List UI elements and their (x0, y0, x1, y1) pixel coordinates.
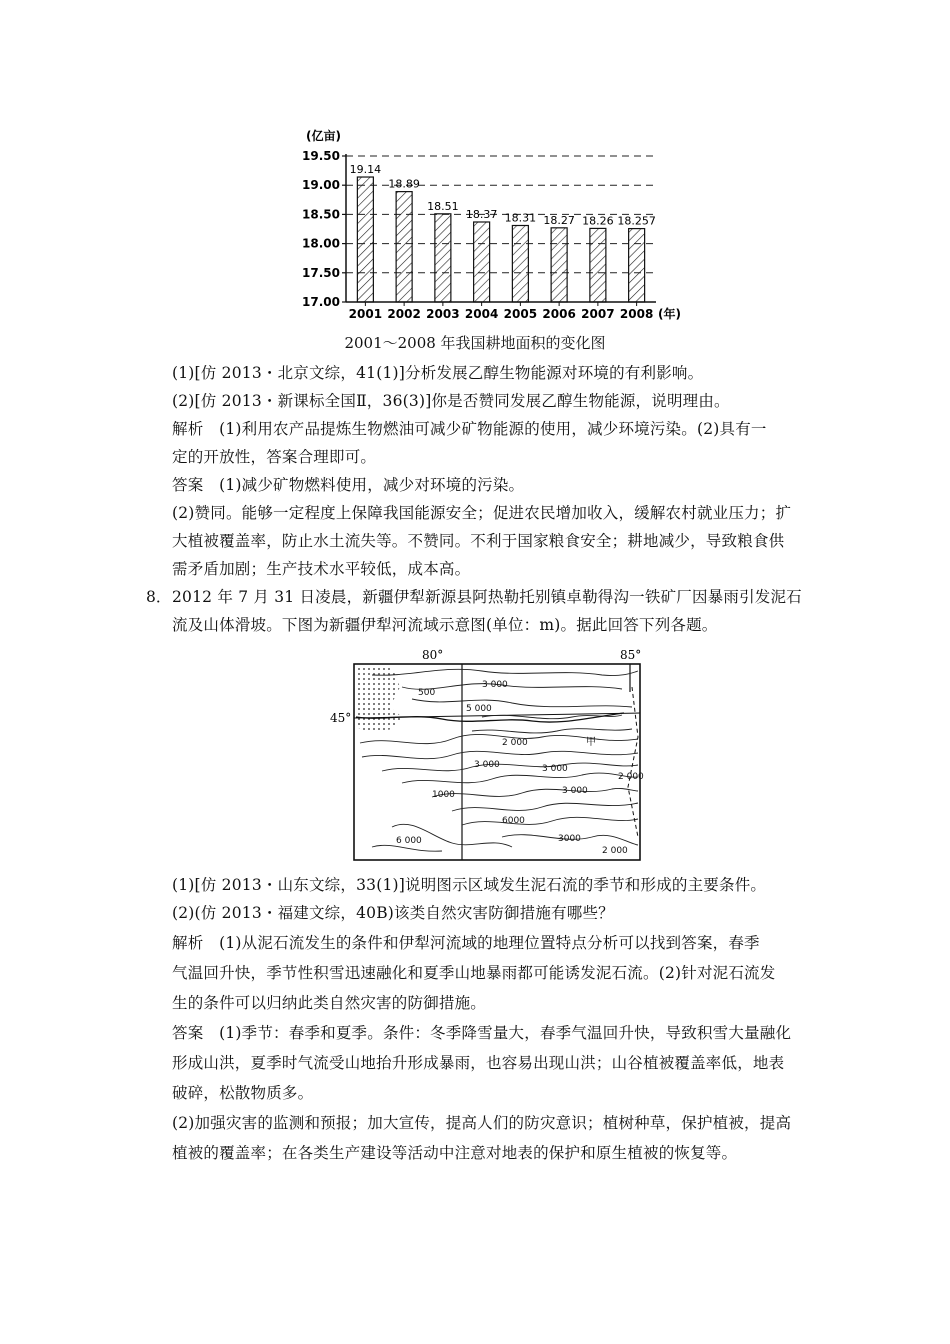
map-lon-80: 80° (422, 648, 444, 662)
x-tick-label: 2002 (387, 307, 421, 321)
q8-answer2-line2: 植被的覆盖率；在各类生产建设等活动中注意对地表的保护和原生植被的恢复等。 (172, 1144, 738, 1162)
contour-label-2000a: 2 000 (502, 738, 528, 748)
q7-analysis-line2: 定的开放性，答案合理即可。 (172, 448, 377, 466)
q8-answer2-line1: (2)加强灾害的监测和预报；加大宣传，提高人们的防灾意识；植树种草，保护植被，提高 (172, 1114, 792, 1132)
contour-label-6000b: 6 000 (396, 836, 422, 846)
q8-analysis-line3: 生的条件可以归纳此类自然灾害的防御措施。 (172, 994, 487, 1012)
q7-answer2-line3: 需矛盾加剧；生产技术水平较低，成本高。 (172, 560, 471, 578)
map-place-jia: 甲 (586, 737, 596, 748)
contour-label-1000: 1000 (432, 790, 455, 800)
bar (396, 192, 412, 302)
contour-label-3000d: 3 000 (562, 786, 588, 796)
bar-value-label: 18.37 (465, 207, 498, 221)
bar (590, 228, 606, 302)
q8-sub2: (2)(仿 2013・福建文综，40B)该类自然灾害防御措施有哪些？ (172, 904, 614, 922)
q7-analysis-line1: 解析 (1)利用农产品提炼生物燃油可减少矿物能源的使用，减少环境污染。(2)具有一 (172, 420, 767, 438)
bar-value-label: 18.27 (543, 213, 575, 227)
x-axis-unit-label: (年) (658, 307, 681, 321)
x-tick-label: 2004 (464, 307, 499, 321)
contour-label-2000b: 2 000 (618, 772, 644, 782)
q8-stem-line2: 流及山体滑坡。下图为新疆伊犁河流域示意图(单位：m)。据此回答下列各题。 (172, 616, 718, 634)
q8-answer-line3: 破碎，松散物质多。 (172, 1084, 314, 1102)
y-tick-label: 17.00 (302, 295, 340, 309)
q8-answer-line1: 答案 (1)季节：春季和夏季。条件：冬季降雪量大，春季气温回升快，导致积雪大量融化 (172, 1024, 792, 1042)
x-tick-label: 2006 (542, 307, 576, 321)
contour-label-3000c: 3 000 (542, 764, 568, 774)
bar-value-label: 19.14 (349, 163, 382, 177)
bar (551, 228, 567, 302)
contour-label-3000e: 3000 (558, 834, 581, 844)
q8-sub1: (1)[仿 2013・山东文综，33(1)]说明图示区域发生泥石流的季节和形成的主要条件。 (172, 876, 767, 894)
bar (629, 229, 645, 302)
map-lon-85: 85° (620, 648, 642, 662)
x-tick-label: 2001 (348, 307, 383, 321)
chart-svg (300, 128, 680, 328)
map-svg (330, 647, 644, 863)
y-tick-label: 19.50 (302, 149, 340, 163)
contour-label-3000a: 3 000 (482, 680, 508, 690)
q8-analysis-line1: 解析 (1)从泥石流发生的条件和伊犁河流域的地理位置特点分析可以找到答案，春季 (172, 934, 760, 952)
q7-answer2-line2: 大植被覆盖率，防止水土流失等。不赞同。不利于国家粮食安全；耕地减少，导致粮食供 (172, 532, 785, 550)
map-lat-45: 45° (330, 711, 352, 725)
x-tick-label: 2005 (503, 307, 538, 321)
q7-sub2: (2)[仿 2013・新课标全国Ⅱ，36(3)]你是否赞同发展乙醇生物能源，说明理由。 (172, 392, 730, 410)
bar (435, 214, 451, 302)
contour-label-6000a: 6000 (502, 816, 525, 826)
bar-value-label: 18.31 (504, 211, 537, 225)
q8-analysis-line2: 气温回升快，季节性积雪迅速融化和夏季山地暴雨都可能诱发泥石流。(2)针对泥石流发 (172, 964, 776, 982)
contour-label-5000: 5 000 (466, 704, 492, 714)
bar (357, 177, 373, 302)
x-tick-label: 2003 (426, 307, 460, 321)
bar-value-label: 18.51 (427, 199, 459, 213)
contour-label-500: 500 (418, 688, 436, 698)
q8-answer-line2: 形成山洪，夏季时气流受山地抬升形成暴雨，也容易出现山洪；山谷植被覆盖率低，地表 (172, 1054, 785, 1072)
farmland-bar-chart (300, 128, 680, 328)
y-tick-label: 18.00 (302, 236, 340, 251)
contour-label-3000b: 3 000 (474, 760, 500, 770)
y-axis-unit-label: (亿亩) (306, 129, 341, 143)
q8-stem-line1: 2012 年 7 月 31 日凌晨，新疆伊犁新源县阿热勒托别镇卓勒得沟一铁矿厂因暴雨引发泥石 (172, 588, 802, 606)
q7-answer2-line1: (2)赞同。能够一定程度上保障我国能源安全；促进农民增加收入，缓解农村就业压力；扩 (172, 504, 792, 522)
bar-value-label: 18.89 (388, 177, 420, 191)
q7-answer-line1: 答案 (1)减少矿物燃料使用，减少对环境的污染。 (172, 476, 525, 494)
contour-label-2000c: 2 000 (602, 846, 628, 856)
x-tick-label: 2008 (619, 307, 654, 321)
map-desert-area (356, 667, 402, 733)
map-boundary (628, 687, 638, 837)
bar-value-label: 18.26 (582, 214, 614, 228)
y-tick-label: 19.00 (302, 178, 340, 193)
bar (512, 225, 528, 302)
y-tick-label: 17.50 (302, 265, 340, 280)
q8-number: 8． (146, 588, 172, 606)
chart-title: 2001～2008 年我国耕地面积的变化图 (344, 334, 606, 352)
q7-sub1: (1)[仿 2013・北京文综，41(1)]分析发展乙醇生物能源对环境的有利影响。 (172, 364, 704, 382)
x-tick-label: 2007 (581, 307, 615, 321)
ili-river-map (330, 647, 644, 863)
y-tick-label: 18.50 (302, 207, 340, 222)
bar-value-label: 18.257 (617, 214, 656, 228)
bar (474, 222, 490, 302)
